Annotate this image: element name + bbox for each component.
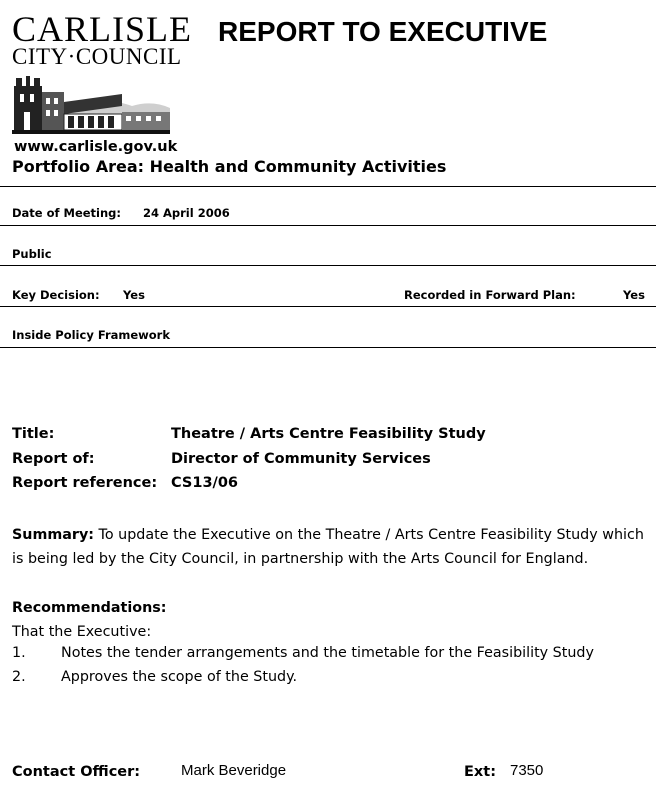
report-of-label: Report of: <box>12 451 95 467</box>
council-logo <box>12 9 193 155</box>
contact-officer-name: Mark Beveridge <box>181 762 287 779</box>
contact-officer-label: Contact Officer: <box>12 764 141 780</box>
divider <box>0 347 656 348</box>
key-decision-value: Yes <box>123 288 145 302</box>
summary-paragraph <box>12 523 657 571</box>
recommendation-number: 2. <box>12 669 26 685</box>
divider <box>0 186 656 187</box>
divider <box>0 265 656 266</box>
policy-framework-label: Inside Policy Framework <box>12 328 170 342</box>
title-label: Title: <box>12 426 55 442</box>
report-reference-label: Report reference: <box>12 475 158 491</box>
forward-plan-label: Recorded in Forward Plan: <box>404 288 576 302</box>
key-decision-label: Key Decision: <box>12 288 100 302</box>
meeting-date-label: Date of Meeting: <box>12 206 122 220</box>
recommendation-text: Notes the tender arrangements and the timetable for the Feasibility Study <box>61 645 594 661</box>
report-of-value: Director of Community Services <box>171 451 431 467</box>
forward-plan-value: Yes <box>623 288 645 302</box>
logo-wordmark-carlisle: CARLISLE <box>12 9 193 49</box>
logo-wordmark-city-council: CITY·COUNCIL <box>12 44 182 69</box>
recommendations-intro: That the Executive: <box>12 624 152 640</box>
summary-text: To update the Executive on the Theatre / Arts Centre Feasibility Study which is being led by the City Council, in partnership with the Arts Council for England. <box>12 527 644 567</box>
report-reference-value: CS13/06 <box>171 475 239 491</box>
report-title: REPORT TO EXECUTIVE <box>218 16 548 47</box>
summary-label: Summary: <box>12 527 95 543</box>
portfolio-area: Portfolio Area: Health and Community Activities <box>12 157 447 176</box>
public-label: Public <box>12 247 52 261</box>
castle-skyline-icon <box>12 72 172 136</box>
divider <box>0 306 656 307</box>
divider <box>0 225 656 226</box>
council-website-url: www.carlisle.gov.uk <box>14 139 178 155</box>
meeting-date-value: 24 April 2006 <box>143 206 230 220</box>
recommendation-text: Approves the scope of the Study. <box>61 669 298 685</box>
extension-number: 7350 <box>510 762 544 779</box>
extension-label: Ext: <box>464 764 496 780</box>
recommendation-number: 1. <box>12 645 26 661</box>
recommendations-heading: Recommendations: <box>12 600 167 616</box>
title-value: Theatre / Arts Centre Feasibility Study <box>171 426 486 442</box>
